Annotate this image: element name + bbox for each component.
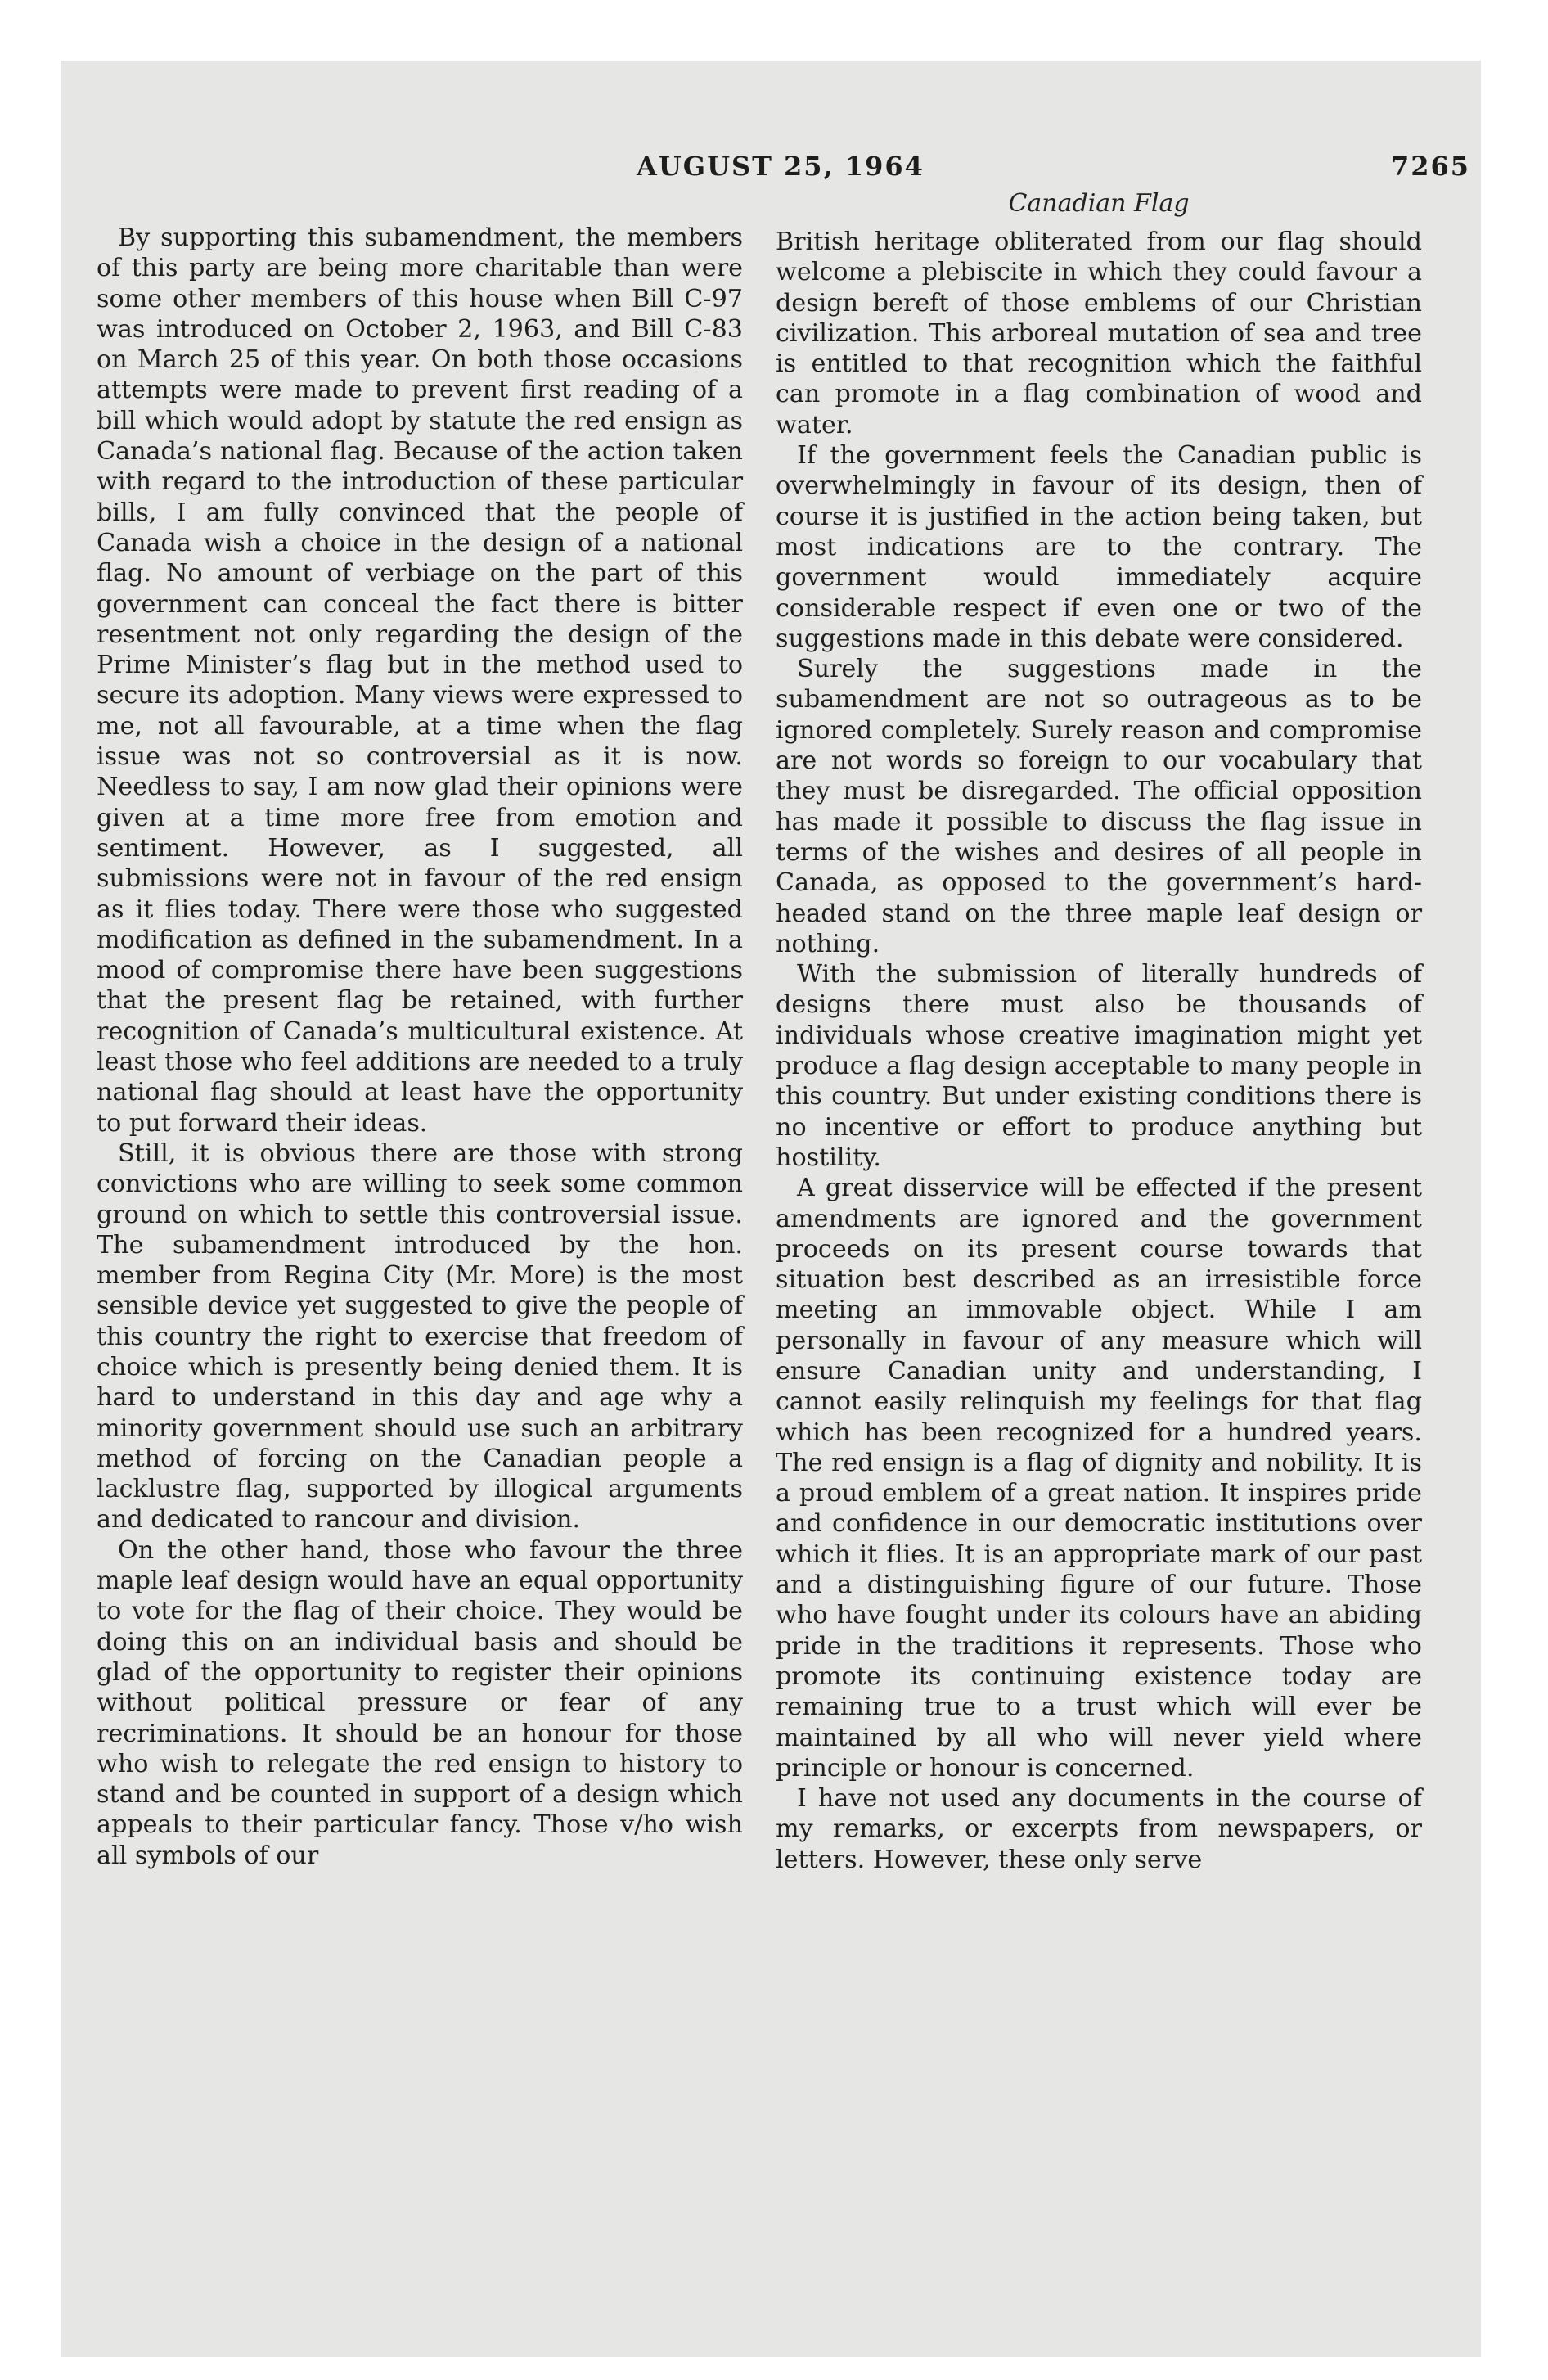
right-text-column — [776, 227, 1422, 1875]
paragraph: With the submission of literally hundreds of designs there must also be thousands of individuals whose creative imagination might yet produce a flag design acceptable to many people in this country. But under existing conditions there is no incentive or effort to produce anything but hostility. — [776, 960, 1422, 1172]
paragraph: If the government feels the Canadian public is overwhelmingly in favour of its design, then of course it is justified in the action being taken, but most indications are to the contrary. The government would immediately acquire considerable respect if even one or two of the suggestions made in this debate were considered. — [776, 441, 1422, 653]
running-subject-heading: Canadian Flag — [1008, 189, 1190, 218]
paragraph: A great disservice will be effected if the present amendments are ignored and the government proceeds on its present course towards that situation best described as an irresistible force meeting an immovable object. While I am personally in favour of any measure which will ensure Canadian unity and understanding, I cannot easily relinquish my feelings for that flag which has been recognized for a hundred years. The red ensign is a flag of dignity and nobility. It is a proud emblem of a great nation. It inspires pride and confidence in our democratic institutions over which it flies. It is an appropriate mark of our past and a distinguishing figure of our future. Those who have fought under its colours have an abiding pride in the traditions it represents. Those who promote its continuing existence today are remaining true to a trust which will ever be maintained by all who will never yield where principle or honour is concerned. — [776, 1174, 1422, 1783]
paragraph: By supporting this subamendment, the members of this party are being more charitable than were some other members of this house when Bill C-97 was introduced on October 2, 1963, and Bill C-83 on March 25 of this year. On both those occasions attempts were made to prevent first reading of a bill which would adopt by statute the red ensign as Canada’s national flag. Because of the action taken with regard to the introduction of these particular bills, I am fully convinced that the people of Canada wish a choice in the design of a national flag. No amount of verbiage on the part of this government can conceal the fact there is bitter resentment not only regarding the design of the Prime Minister’s flag but in the method used to secure its adoption. Many views were expressed to me, not all favourable, at a time when the flag issue was not so controversial as it is now. Needless to say, I am now glad their opinions were given at a time more free from emotion and sentiment. However, as I suggested, all submissions were not in favour of the red ensign as it flies today. There were those who suggested modification as defined in the subamendment. In a mood of compromise there have been suggestions that the present flag be retained, with further recognition of Canada’s multicultural existence. At least those who feel additions are needed to a truly national flag should at least have the opportunity to put forward their ideas. — [97, 223, 743, 1138]
paragraph: I have not used any documents in the course of my remarks, or excerpts from newspapers, or letters. However, these only serve — [776, 1784, 1422, 1874]
paragraph: Surely the suggestions made in the subamendment are not so outrageous as to be ignored completely. Surely reason and compromise are not words so foreign to our vocabulary that they must be disregarded. The official opposition has made it possible to discuss the flag issue in terms of the wishes and desires of all people in Canada, as opposed to the government’s hard-headed stand on the three maple leaf design or nothing. — [776, 655, 1422, 958]
paragraph: On the other hand, those who favour the three maple leaf design would have an equal opportunity to vote for the flag of their choice. They would be doing this on an individual basis and should be glad of the opportunity to register their opinions without political pressure or fear of any recriminations. It should be an honour for those who wish to relegate the red ensign to history to stand and be counted in support of a design which appeals to their particular fancy. Those v/ho wish all symbols of our — [97, 1535, 743, 1870]
continued-paragraph: British heritage obliterated from our flag should welcome a plebiscite in which they could favour a design bereft of those emblems of our Christian civilization. This arboreal mutation of sea and tree is entitled to that recognition which the faithful can promote in a flag combination of wood and water. — [776, 228, 1422, 439]
page-number: 7265 — [1391, 151, 1471, 182]
paragraph: Still, it is obvious there are those with strong convictions who are willing to seek some common ground on which to settle this controversial issue. The subamendment introduced by the hon. member from Regina City (Mr. More) is the most sensible device yet suggested to give the people of this country the right to exercise that freedom of choice which is presently being denied them. It is hard to understand in this day and age why a minority government should use such an arbitrary method of forcing on the Canadian people a lacklustre flag, supported by illogical arguments and dedicated to rancour and division. — [97, 1138, 743, 1535]
left-text-column — [97, 223, 743, 1871]
page-date: AUGUST 25, 1964 — [637, 151, 925, 182]
hansard-page — [61, 61, 1481, 2357]
